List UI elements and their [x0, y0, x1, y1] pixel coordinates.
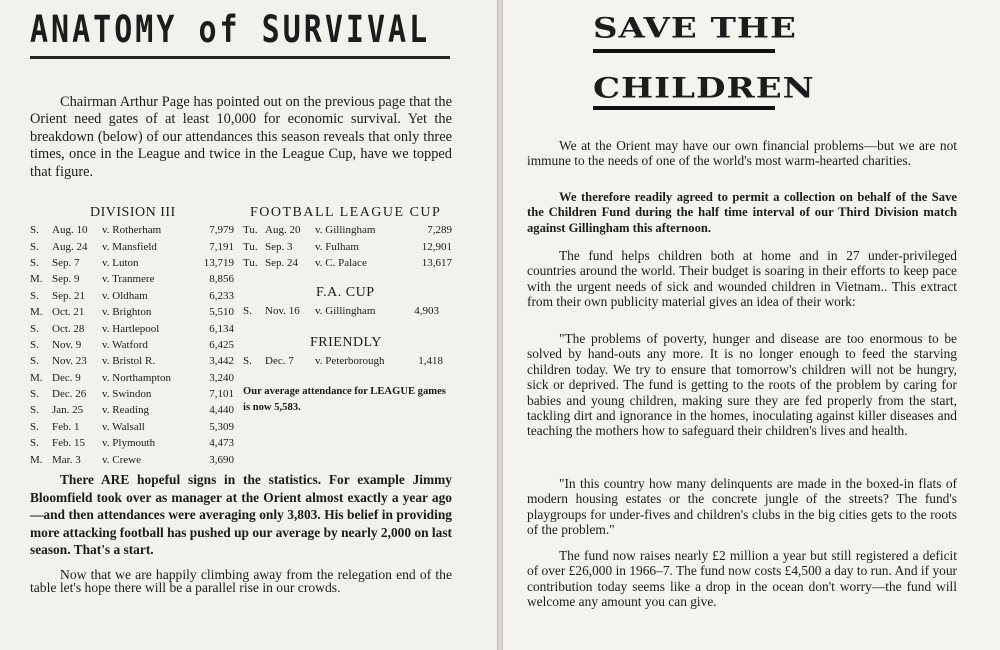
opponent: v. Swindon — [102, 388, 152, 401]
hopeful-paragraph: There ARE hopeful signs in the statistics. For example Jimmy Bloomfield took over as manager at the Orient almost exactly a year ago—and then attendances were averaging only 3,803. His belief in providing more attacking football has pushed up our average by nearly 2,000 on last season. That's a start. — [30, 472, 452, 557]
attendance: 3,240 — [209, 371, 234, 384]
match-date: Nov. 9 — [52, 338, 82, 351]
opponent: v. Rotherham — [102, 224, 162, 237]
competition-code: S. — [243, 355, 252, 368]
competition-code: S. — [30, 388, 39, 401]
match-date: Jan. 25 — [52, 404, 84, 417]
headline-line-2: CHILDREN — [593, 72, 815, 105]
opponent: v. Luton — [102, 256, 139, 269]
attendance: 3,442 — [209, 355, 234, 368]
friendly-table — [243, 353, 443, 369]
attendance: 12,901 — [421, 240, 452, 253]
attendance: 3,690 — [209, 453, 234, 466]
attendance: 7,289 — [427, 224, 452, 237]
article-paragraph: The fund now raises nearly £2 million a year but still registered a deficit of over £26,000 in 1966–7. The fund now costs £4,500 a day to run. And if your contribution today seems like a drop in the ocean don't worry—the fund will welcome any amount you can give. — [527, 548, 957, 610]
attendance: 6,233 — [209, 289, 234, 302]
headline-underline-1 — [593, 49, 775, 53]
fixture-row — [243, 255, 452, 271]
fixture-row — [30, 435, 234, 451]
headline-line-1: SAVE THE — [593, 12, 797, 45]
title-underline — [30, 56, 450, 59]
competition-code: Tu. — [243, 240, 258, 253]
league-cup-heading: FOOTBALL LEAGUE CUP — [250, 205, 442, 220]
competition-code: S. — [30, 437, 39, 450]
competition-code: Tu. — [243, 256, 258, 269]
attendance: 4,440 — [209, 404, 234, 417]
article-paragraph: The fund helps children both at home and in 27 under-privileged countries around the world. Their budget is soaring in their efforts to keep pace with the urgent needs of sick and wounded children in Vietnam.. This extract from their own publicity material gives an idea of their work: — [527, 248, 957, 310]
match-date: Dec. 26 — [52, 388, 87, 401]
fixture-row — [30, 255, 234, 271]
opponent: v. Northampton — [102, 371, 171, 384]
league-cup-table — [243, 222, 452, 271]
competition-code: S. — [30, 338, 39, 351]
quote-paragraph: "The problems of poverty, hunger and disease are too enormous to be solved by hand-outs any more. It is no longer enough to feed the starving children today. We try to ensure that tomorrow's children will not be hungry, sick or deprived. The fund is getting to the roots of the problem by caring for babies and young children, making sure they are fed properly from the start, tackling dirt and ignorance in the homes, inoculating against killer diseases and teaching the mothers how to safeguard their children's lives and health. — [527, 331, 957, 439]
intro-paragraph: Chairman Arthur Page has pointed out on the previous page that the Orient need gates of at least 10,000 for economic survival. Yet the breakdown (below) of our attendances this season reveals that only three times, once in the League and twice in the League Cup, have we topped that figure. — [30, 94, 452, 180]
match-date: Nov. 23 — [52, 355, 87, 368]
competition-code: M. — [30, 453, 43, 466]
opponent: v. Gillingham — [315, 305, 376, 318]
fixture-row — [30, 353, 234, 369]
fixture-row — [30, 304, 234, 320]
fixture-row — [243, 353, 443, 369]
opponent: v. Bristol R. — [102, 355, 156, 368]
fa-cup-table — [243, 303, 439, 319]
attendance: 13,617 — [421, 256, 452, 269]
fixture-row — [30, 271, 234, 287]
attendance: 5,309 — [209, 420, 234, 433]
fixture-row — [243, 303, 439, 319]
match-date: Feb. 15 — [52, 437, 85, 450]
fixture-row — [30, 238, 234, 254]
match-date: Oct. 21 — [52, 306, 85, 319]
competition-code: S. — [30, 240, 39, 253]
opponent: v. Watford — [102, 338, 148, 351]
attendance: 4,473 — [209, 437, 234, 450]
quote-paragraph: "In this country how many delinquents are made in the boxed-in flats of modern housing estates or the concrete jungle of the streets? The fund's playgroups for under-fives and children's clubs in the big cities gets to the roots of the problem." — [527, 476, 957, 538]
competition-code: M. — [30, 371, 43, 384]
fixture-row — [30, 337, 234, 353]
competition-code: S. — [30, 256, 39, 269]
headline-underline-2 — [593, 106, 775, 110]
opponent: v. Peterborough — [315, 355, 385, 368]
competition-code: S. — [243, 305, 252, 318]
friendly-heading: FRIENDLY — [310, 335, 382, 350]
competition-code: S. — [30, 289, 39, 302]
opponent: v. Oldham — [102, 289, 148, 302]
fixture-row — [30, 451, 234, 467]
match-date: Dec. 7 — [265, 355, 294, 368]
opponent: v. Mansfield — [102, 240, 157, 253]
competition-code: S. — [30, 355, 39, 368]
attendance: 4,903 — [414, 305, 439, 318]
fixture-row — [30, 402, 234, 418]
match-date: Sep. 21 — [52, 289, 85, 302]
closing-paragraph: Now that we are happily climbing away from the relegation end of the table let's hope there will be a parallel rise in our crowds. — [30, 567, 452, 595]
match-date: Sep. 7 — [52, 256, 80, 269]
fixture-row — [30, 419, 234, 435]
opponent: v. Gillingham — [315, 224, 376, 237]
fixture-row — [30, 370, 234, 386]
fixture-row — [30, 386, 234, 402]
competition-code: S. — [30, 404, 39, 417]
competition-code: S. — [30, 420, 39, 433]
fa-cup-heading: F.A. CUP — [316, 285, 375, 300]
match-date: Aug. 24 — [52, 240, 88, 253]
match-date: Aug. 20 — [265, 224, 301, 237]
competition-code: M. — [30, 273, 43, 286]
opponent: v. Plymouth — [102, 437, 156, 450]
fixture-row — [30, 288, 234, 304]
attendance: 7,101 — [209, 388, 234, 401]
attendance: 7,979 — [209, 224, 234, 237]
match-date: Aug. 10 — [52, 224, 88, 237]
competition-code: S. — [30, 224, 39, 237]
match-date: Nov. 16 — [265, 305, 300, 318]
opponent: v. Hartlepool — [102, 322, 160, 335]
attendance: 13,719 — [203, 256, 234, 269]
average-attendance-note: Our average attendance for LEAGUE games is now 5,583. — [243, 386, 446, 413]
opponent: v. Brighton — [102, 306, 152, 319]
left-page — [0, 0, 497, 650]
opponent: v. Crewe — [102, 453, 141, 466]
attendance: 7,191 — [209, 240, 234, 253]
article-paragraph-bold: We therefore readily agreed to permit a collection on behalf of the Save the Children Fund during the half time interval of our Third Division match against Gillingham this afternoon. — [527, 190, 957, 235]
match-date: Feb. 1 — [52, 420, 80, 433]
attendance: 1,418 — [418, 355, 443, 368]
match-date: Sep. 9 — [52, 273, 80, 286]
attendance: 8,856 — [209, 273, 234, 286]
division-table — [30, 222, 234, 468]
opponent: v. Walsall — [102, 420, 145, 433]
match-date: Dec. 9 — [52, 371, 81, 384]
division-heading: DIVISION III — [90, 205, 176, 220]
match-date: Oct. 28 — [52, 322, 85, 335]
article-paragraph: We at the Orient may have our own financial problems—but we are not immune to the needs of one of the world's most warm-hearted charities. — [527, 138, 957, 169]
match-date: Mar. 3 — [52, 453, 81, 466]
competition-code: M. — [30, 306, 43, 319]
attendance: 5,510 — [209, 306, 234, 319]
opponent: v. Reading — [102, 404, 149, 417]
fixture-row — [243, 238, 452, 254]
page-title: ANATOMY of SURVIVAL — [30, 8, 431, 52]
competition-code: Tu. — [243, 224, 258, 237]
opponent: v. C. Palace — [315, 256, 367, 269]
attendance: 6,425 — [209, 338, 234, 351]
match-date: Sep. 24 — [265, 256, 298, 269]
fixture-row — [30, 222, 234, 238]
opponent: v. Tranmere — [102, 273, 155, 286]
competition-code: S. — [30, 322, 39, 335]
fixture-row — [30, 320, 234, 336]
attendance: 6,134 — [209, 322, 234, 335]
fixture-row — [243, 222, 452, 238]
right-page — [503, 0, 1000, 650]
opponent: v. Fulham — [315, 240, 359, 253]
match-date: Sep. 3 — [265, 240, 293, 253]
